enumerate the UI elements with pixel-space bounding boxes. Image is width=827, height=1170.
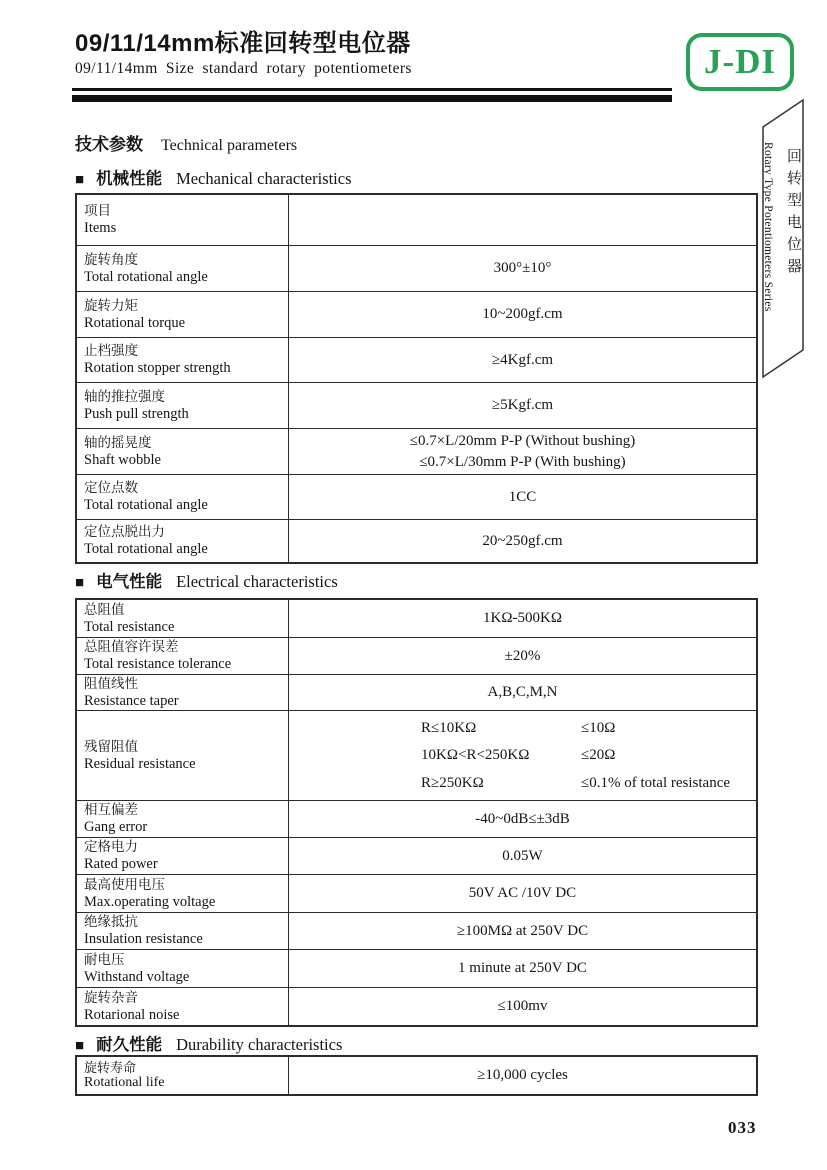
- tab-label-english: Rotary Type Potentiometers Series: [762, 142, 774, 312]
- row-value: 20~250gf.cm: [482, 532, 563, 549]
- row-label-en: Shaft wobble: [84, 451, 161, 468]
- electrical-heading-en: Electrical characteristics: [176, 572, 338, 591]
- row-label-en: Rotational life: [84, 1074, 165, 1090]
- electrical-section-heading: [75, 568, 338, 592]
- table-row: [77, 874, 756, 912]
- row-label-zh: 耐电压: [84, 951, 125, 967]
- row-value: ≥5Kgf.cm: [491, 397, 554, 414]
- durability-heading-zh: 耐久性能: [96, 1036, 163, 1054]
- residual-condition: R≤10KΩ: [421, 720, 477, 737]
- row-label-zh: 相互偏差: [84, 802, 138, 818]
- row-label-zh: 项目: [84, 203, 111, 219]
- row-value-line: ≤0.7×L/20mm P-P (Without bushing): [409, 433, 636, 450]
- durability-table: [75, 1055, 758, 1096]
- row-label-zh: 轴的推拉强度: [84, 388, 165, 404]
- residual-line: [289, 745, 756, 765]
- row-value: ≥100MΩ at 250V DC: [456, 922, 589, 939]
- section-marker-icon: ■: [75, 575, 85, 591]
- row-label-en: Rated power: [84, 856, 158, 873]
- row-label-zh: 总阻值: [84, 601, 125, 617]
- residual-condition: 10KΩ<R<250KΩ: [421, 747, 530, 764]
- brand-logo: J-DI: [686, 33, 794, 91]
- residual-condition: R≥250KΩ: [421, 774, 484, 791]
- row-label-en: Withstand voltage: [84, 968, 190, 985]
- table-row: [77, 428, 756, 474]
- mechanical-table: [75, 193, 758, 564]
- residual-limit: ≤20Ω: [581, 747, 616, 764]
- row-label-en: Total rotational angle: [84, 541, 208, 558]
- table-row: [77, 637, 756, 674]
- tab-label-chinese: 回转型电位器: [785, 148, 802, 280]
- tech-parameters-en: Technical parameters: [161, 137, 298, 154]
- residual-line: [289, 773, 756, 793]
- table-row: [77, 519, 756, 562]
- row-value: ±20%: [504, 647, 541, 664]
- row-label-zh: 旋转力矩: [84, 297, 138, 313]
- row-label-en: Items: [84, 220, 117, 237]
- row-label-en: Rotarional noise: [84, 1006, 180, 1023]
- row-label-en: Total rotational angle: [84, 497, 208, 514]
- row-value: ≤100mv: [497, 998, 548, 1015]
- row-label-zh: 定位点脱出力: [84, 524, 165, 540]
- row-label-en: Residual resistance: [84, 755, 196, 772]
- table-row: [77, 912, 756, 949]
- mechanical-section-heading: [75, 165, 352, 189]
- row-value: [289, 195, 756, 245]
- row-label-zh: 绝缘抵抗: [84, 914, 138, 930]
- row-label-en: Total resistance: [84, 618, 175, 635]
- residual-resistance-values: [289, 711, 756, 800]
- row-label-zh: 最高使用电压: [84, 876, 165, 892]
- page-number: 033: [728, 1118, 757, 1137]
- row-label-zh: 止档强度: [84, 343, 138, 359]
- mechanical-heading-zh: 机械性能: [96, 170, 163, 188]
- row-value: 10~200gf.cm: [482, 306, 563, 323]
- row-label-zh: 旋转杂音: [84, 989, 138, 1005]
- page-title: [75, 30, 412, 78]
- table-row: [77, 195, 756, 245]
- row-value: ≥10,000 cycles: [477, 1067, 568, 1084]
- row-label-zh: 定位点数: [84, 480, 138, 496]
- electrical-heading-zh: 电气性能: [96, 573, 163, 591]
- electrical-table: [75, 598, 758, 1027]
- row-value-line: ≤0.7×L/30mm P-P (With bushing): [419, 453, 626, 470]
- row-value: 1KΩ-500KΩ: [483, 610, 562, 627]
- row-label-en: Resistance taper: [84, 692, 179, 709]
- table-row: [77, 800, 756, 837]
- table-row: [77, 1057, 756, 1094]
- mechanical-heading-en: Mechanical characteristics: [176, 169, 352, 188]
- row-label-zh: 轴的摇晃度: [84, 434, 152, 450]
- table-row: [77, 474, 756, 519]
- tech-parameters-zh: 技术参数: [75, 135, 143, 154]
- table-row: [77, 291, 756, 337]
- row-value: 1CC: [508, 488, 537, 505]
- residual-line: [289, 718, 756, 738]
- table-row: [77, 337, 756, 382]
- durability-section-heading: [75, 1031, 342, 1055]
- row-label-en: Rotation stopper strength: [84, 360, 231, 377]
- row-label-en: Insulation resistance: [84, 931, 203, 948]
- row-label-zh: 旋转角度: [84, 251, 138, 267]
- row-label-en: Push pull strength: [84, 405, 189, 422]
- row-label-zh: 旋转寿命: [84, 1059, 137, 1075]
- side-index-tab: [753, 90, 815, 390]
- row-value: 1 minute at 250V DC: [458, 960, 587, 977]
- table-row: [77, 987, 756, 1025]
- row-label-zh: 定格电力: [84, 839, 138, 855]
- table-row: [77, 710, 756, 800]
- durability-heading-en: Durability characteristics: [176, 1035, 343, 1054]
- row-value: 50V AC /10V DC: [468, 885, 577, 902]
- row-value: A,B,C,M,N: [487, 684, 558, 701]
- header-rule-thick: [72, 95, 672, 102]
- title-english: 09/11/14mm Size standard rotary potentiometers: [75, 59, 412, 77]
- row-label-zh: 残留阻值: [84, 738, 138, 754]
- row-label-en: Total resistance tolerance: [84, 656, 232, 673]
- row-value: 0.05W: [502, 847, 543, 864]
- row-value: ≥4Kgf.cm: [491, 351, 554, 368]
- tech-parameters-heading: [75, 130, 297, 155]
- table-row: [77, 674, 756, 710]
- section-marker-icon: ■: [75, 1038, 85, 1054]
- row-value: 300°±10°: [493, 260, 552, 277]
- row-label-zh: 总阻值容许误差: [84, 639, 179, 655]
- table-row: [77, 837, 756, 874]
- row-label-en: Total rotational angle: [84, 268, 208, 285]
- residual-limit: ≤10Ω: [581, 720, 616, 737]
- row-label-en: Max.operating voltage: [84, 893, 216, 910]
- residual-limit: ≤0.1% of total resistance: [581, 774, 731, 791]
- header-rule-thin: [72, 88, 672, 91]
- table-row: [77, 245, 756, 291]
- table-row: [77, 382, 756, 428]
- table-row: [77, 600, 756, 637]
- row-label-zh: 阻值线性: [84, 675, 138, 691]
- section-marker-icon: ■: [75, 172, 85, 188]
- row-value: [289, 429, 756, 474]
- row-label-en: Rotational torque: [84, 314, 186, 331]
- title-chinese: 09/11/14mm标准回转型电位器: [75, 30, 411, 57]
- table-row: [77, 949, 756, 987]
- row-value: -40~0dB≤±3dB: [475, 810, 570, 827]
- row-label-en: Gang error: [84, 819, 148, 836]
